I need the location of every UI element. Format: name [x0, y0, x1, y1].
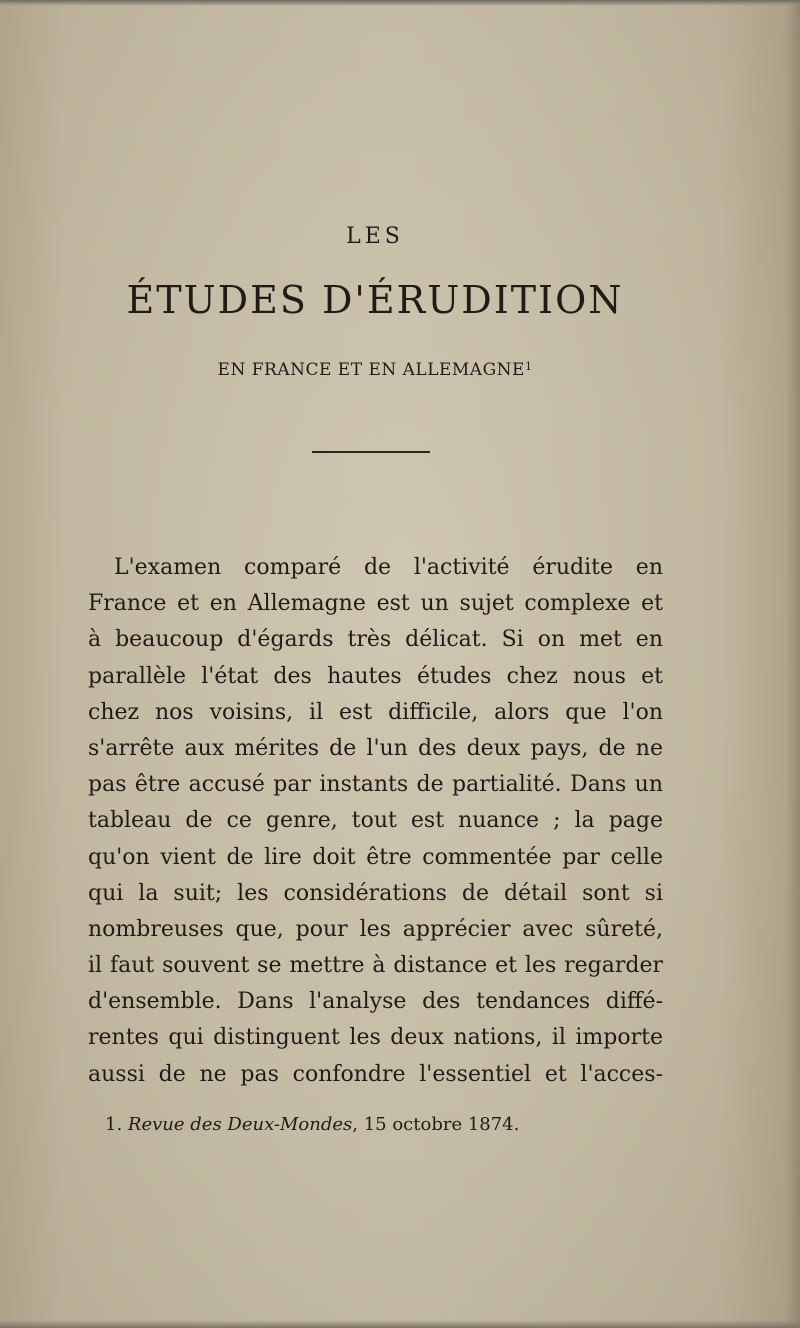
footnote	[105, 1114, 519, 1135]
body-paragraph	[88, 550, 663, 1093]
footnote-number: 1.	[105, 1114, 123, 1135]
subtitle-text: EN FRANCE ET EN ALLEMAGNE	[217, 360, 525, 380]
page-title: ÉTUDES D'ÉRUDITION	[126, 278, 624, 322]
text-line: s'arrête aux mérites de l'un des deux pays, de ne	[88, 735, 663, 761]
text-line: aussi de ne pas confondre l'essentiel et l'acces-	[88, 1061, 663, 1087]
footnote-marker: 1	[524, 360, 533, 373]
page-top-edge	[0, 0, 800, 6]
page-right-edge	[786, 0, 800, 1328]
text-line: tableau de ce genre, tout est nuance ; la page	[88, 808, 663, 834]
text-line: parallèle l'état des hautes études chez nous et	[88, 663, 663, 689]
text-line: L'examen comparé de l'activité érudite en	[114, 555, 663, 580]
text-line: qu'on vient de lire doit être commentée par celle	[88, 844, 663, 870]
text-line: il faut souvent se mettre à distance et les regarder	[88, 953, 663, 979]
text-line: pas être accusé par instants de partialité. Dans un	[88, 772, 663, 798]
footnote-source: Revue des Deux-Mondes	[127, 1114, 353, 1135]
footnote-date: , 15 octobre 1874.	[352, 1114, 520, 1135]
page-bottom-edge	[0, 1320, 800, 1328]
text-line: rentes qui distinguent les deux nations, il importe	[88, 1025, 663, 1051]
page-subtitle	[0, 360, 750, 380]
text-line: chez nos voisins, il est difficile, alors que l'on	[88, 699, 663, 725]
text-line: qui la suit; les considérations de détail sont si	[88, 880, 663, 906]
heading-les: LES	[346, 224, 404, 249]
text-line: France et en Allemagne est un sujet complexe et	[88, 591, 663, 617]
text-line: d'ensemble. Dans l'analyse des tendances diffé-	[88, 989, 663, 1015]
title-separator-rule	[312, 451, 430, 453]
text-line: nombreuses que, pour les apprécier avec sûreté,	[88, 916, 663, 942]
text-line: à beaucoup d'égards très délicat. Si on met en	[88, 627, 663, 653]
